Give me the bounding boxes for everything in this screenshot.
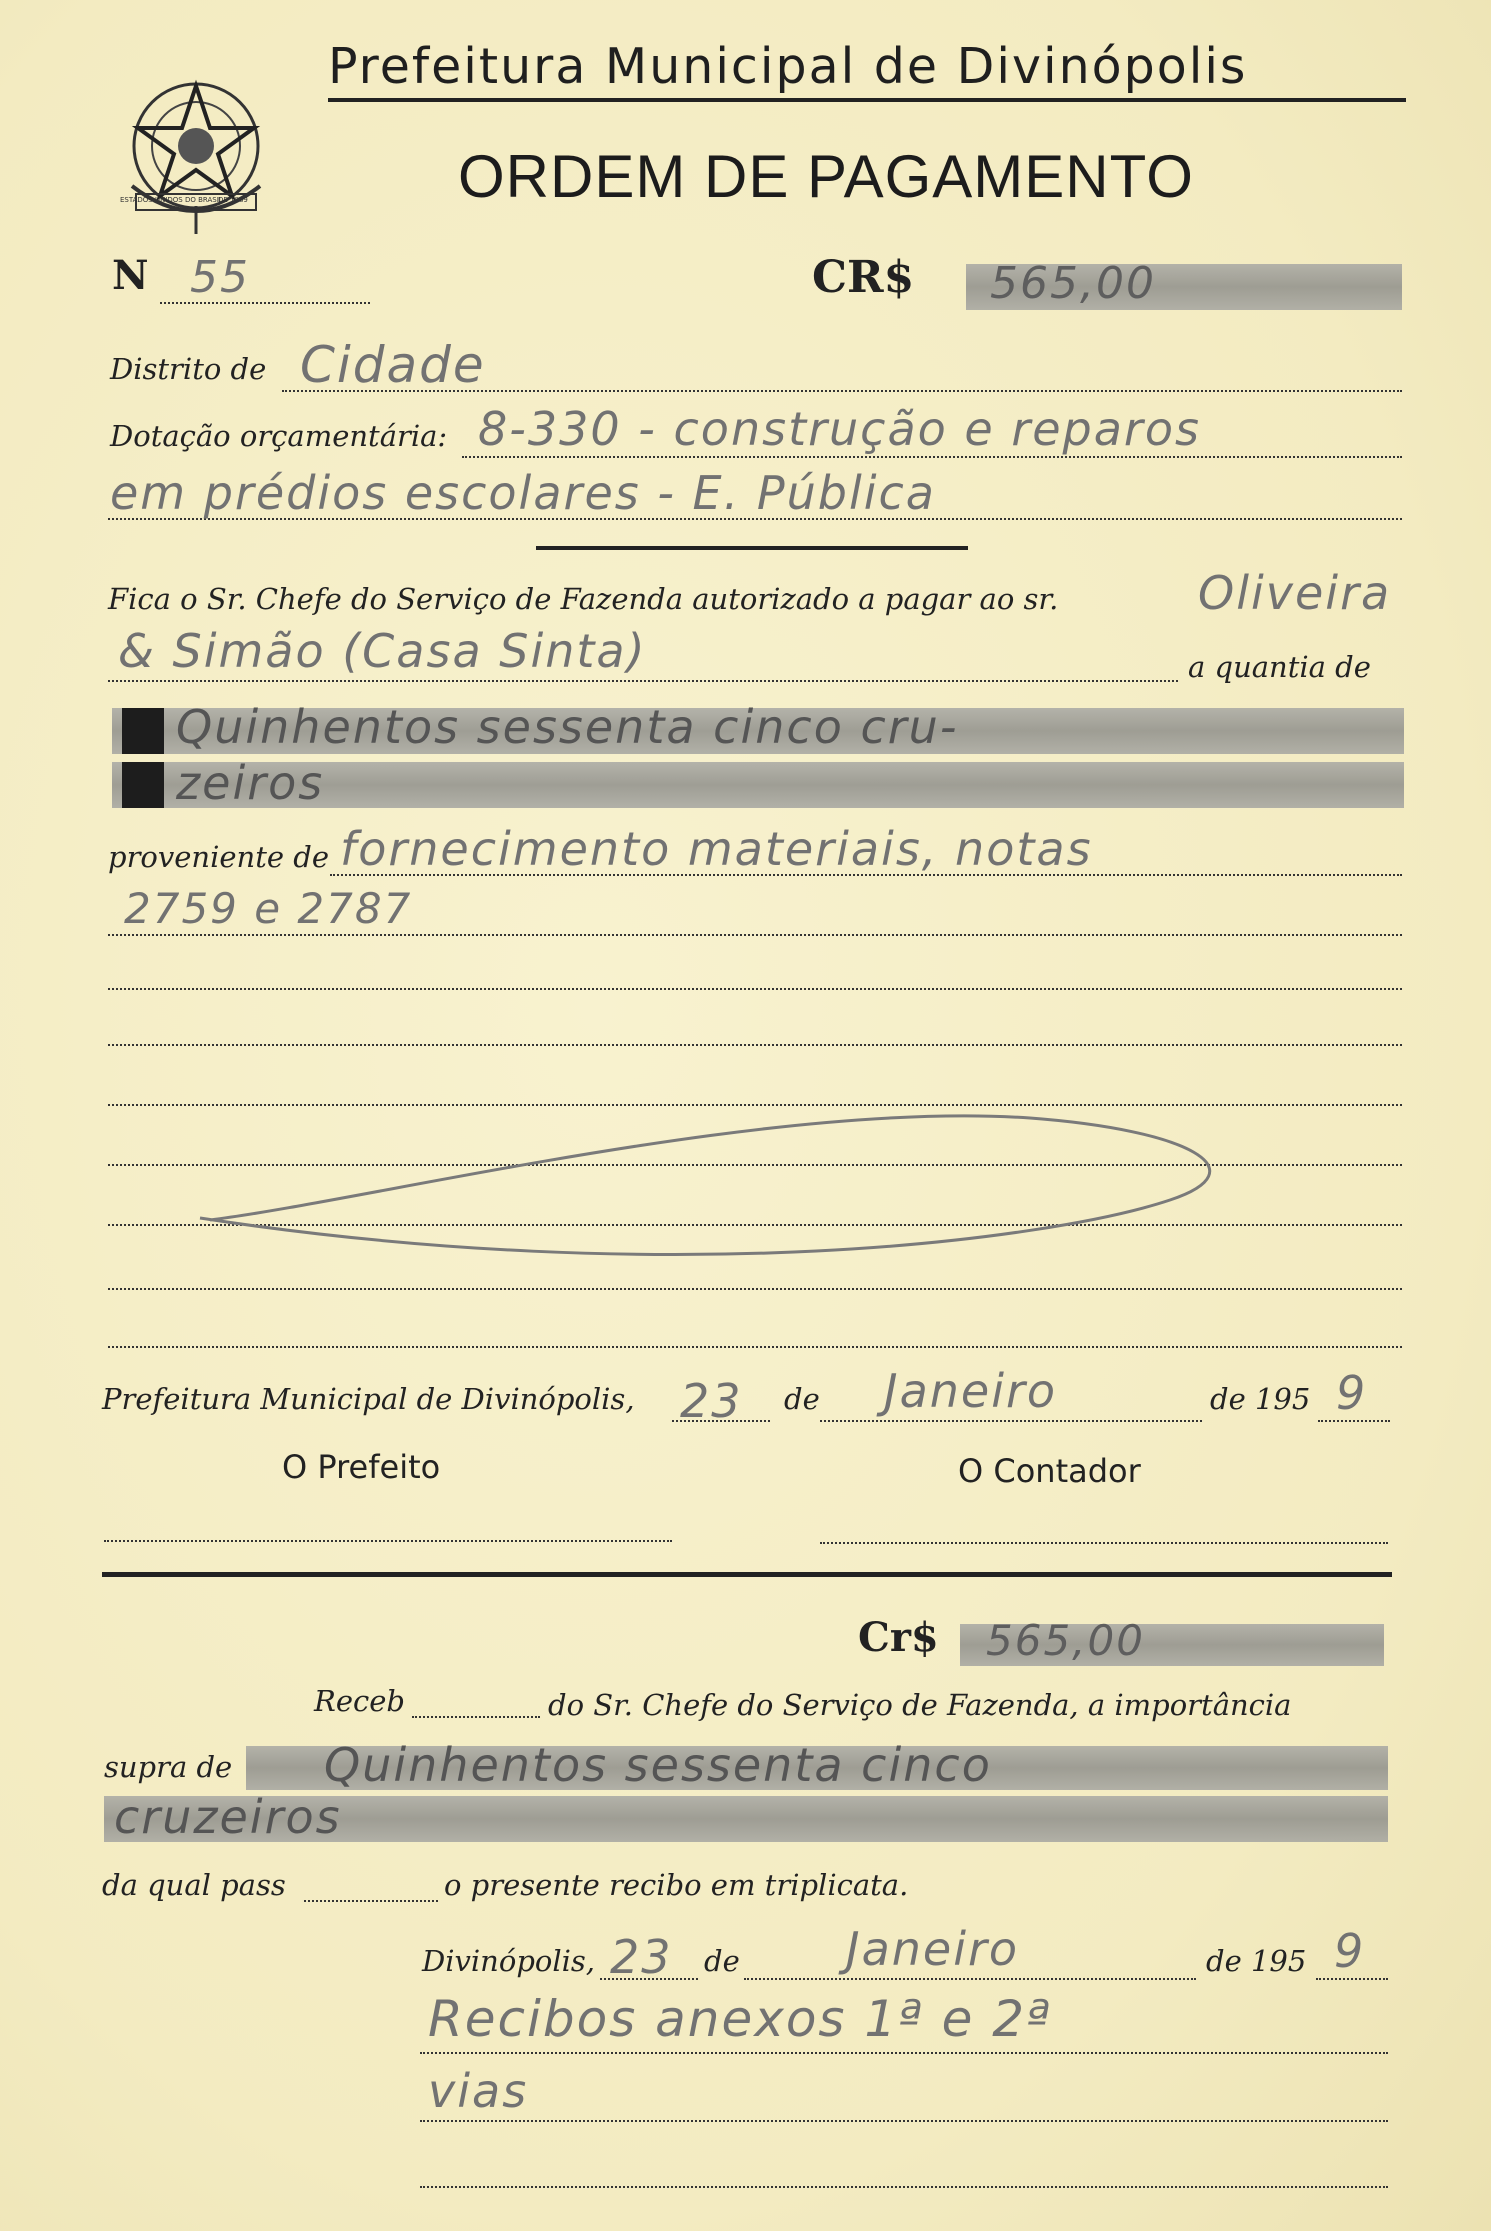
- distrito-value: Cidade: [300, 336, 486, 394]
- signature-year-digit: 9: [1336, 1366, 1368, 1420]
- supra-value-1: Quinhentos sessenta cinco: [324, 1738, 992, 1792]
- coat-of-arms-seal: [112, 66, 280, 238]
- dotacao-value-2: em prédios escolares - E. Pública: [110, 466, 936, 520]
- signature-month-line: [820, 1420, 1202, 1422]
- receb-text: do Sr. Chefe do Serviço de Fazenda, a importância: [548, 1688, 1292, 1722]
- quantia-value-2: zeiros: [176, 756, 325, 810]
- qual-line: [304, 1900, 438, 1902]
- receipt-year-digit: 9: [1334, 1924, 1366, 1978]
- cancellation-stroke: [170, 1090, 1270, 1290]
- heading-underline: [328, 98, 1406, 102]
- signature-place-label: Prefeitura Municipal de Divinópolis,: [102, 1382, 635, 1416]
- receb-label: Receb: [314, 1684, 405, 1718]
- currency-label: CR$: [812, 252, 915, 303]
- order-number-label: N: [112, 252, 149, 299]
- receipt-note-line-3: [420, 2186, 1388, 2188]
- payee-value-2: & Simão (Casa Sinta): [118, 624, 647, 678]
- receipt-year-label: de 195: [1206, 1944, 1307, 1978]
- quantia-label: a quantia de: [1188, 650, 1371, 684]
- order-amount-value: 565,00: [990, 258, 1156, 309]
- quantia-blackout-2: [122, 762, 164, 808]
- quantia-blackout-1: [122, 708, 164, 754]
- authorization-text: Fica o Sr. Chefe do Serviço de Fazenda autorizado a pagar ao sr.: [108, 582, 1059, 616]
- receipt-note-line-1: [420, 2052, 1388, 2054]
- order-number-value: 55: [190, 252, 250, 303]
- receipt-note-2: vias: [428, 2064, 529, 2118]
- prefeito-label: O Prefeito: [282, 1448, 441, 1486]
- seal-text-right: DE 1889: [218, 196, 248, 204]
- signature-year-line: [1318, 1420, 1390, 1422]
- proveniente-label: proveniente de: [108, 840, 329, 874]
- receipt-place-label: Divinópolis,: [422, 1944, 595, 1978]
- section-divider-short: [536, 546, 968, 550]
- receipt-day: 23: [610, 1930, 673, 1984]
- quantia-value-1: Quinhentos sessenta cinco cru-: [176, 700, 959, 754]
- receipt-amount-value: 565,00: [986, 1616, 1145, 1665]
- receipt-currency-label: Cr$: [858, 1614, 939, 1661]
- document-title: ORDEM DE PAGAMENTO: [458, 143, 1194, 210]
- blank-line-7: [108, 1346, 1402, 1348]
- supra-value-2: cruzeiros: [114, 1790, 342, 1844]
- receipt-month: Janeiro: [846, 1922, 1020, 1976]
- proveniente-line-2: [108, 934, 1402, 936]
- payee-line: [108, 680, 1178, 682]
- blank-line-2: [108, 1044, 1402, 1046]
- signature-year-label: de 195: [1210, 1382, 1311, 1416]
- distrito-label: Distrito de: [110, 352, 267, 386]
- blank-line-1: [108, 988, 1402, 990]
- municipality-heading: Prefeitura Municipal de Divinópolis: [328, 38, 1248, 95]
- dotacao-value-1: 8-330 - construção e reparos: [478, 402, 1201, 456]
- receipt-note-line-2: [420, 2120, 1388, 2122]
- qual-label: da qual pass: [102, 1868, 286, 1902]
- proveniente-value-2: 2759 e 2787: [124, 884, 413, 933]
- signature-month: Janeiro: [884, 1364, 1058, 1418]
- receipt-note-1: Recibos anexos 1ª e 2ª: [428, 1990, 1052, 2048]
- contador-label: O Contador: [958, 1452, 1141, 1490]
- receipt-divider: [102, 1572, 1392, 1577]
- seal-text-left: ESTADOS UNIDOS DO BRASIL: [120, 196, 223, 204]
- prefeito-signature-line: [104, 1540, 672, 1542]
- qual-text: o presente recibo em triplicata.: [444, 1868, 909, 1902]
- receipt-de-label: de: [704, 1944, 740, 1978]
- signature-day: 23: [680, 1374, 743, 1428]
- proveniente-value-1: fornecimento materiais, notas: [340, 822, 1093, 876]
- receipt-year-line: [1316, 1978, 1388, 1980]
- supra-label: supra de: [104, 1750, 233, 1784]
- receipt-month-line: [744, 1978, 1196, 1980]
- payee-value-1: Oliveira: [1198, 566, 1392, 620]
- dotacao-label: Dotação orçamentária:: [110, 419, 448, 453]
- signature-de-label: de: [784, 1382, 820, 1416]
- contador-signature-line: [820, 1542, 1388, 1544]
- receb-line: [412, 1716, 540, 1718]
- dotacao-line-1: [462, 456, 1402, 458]
